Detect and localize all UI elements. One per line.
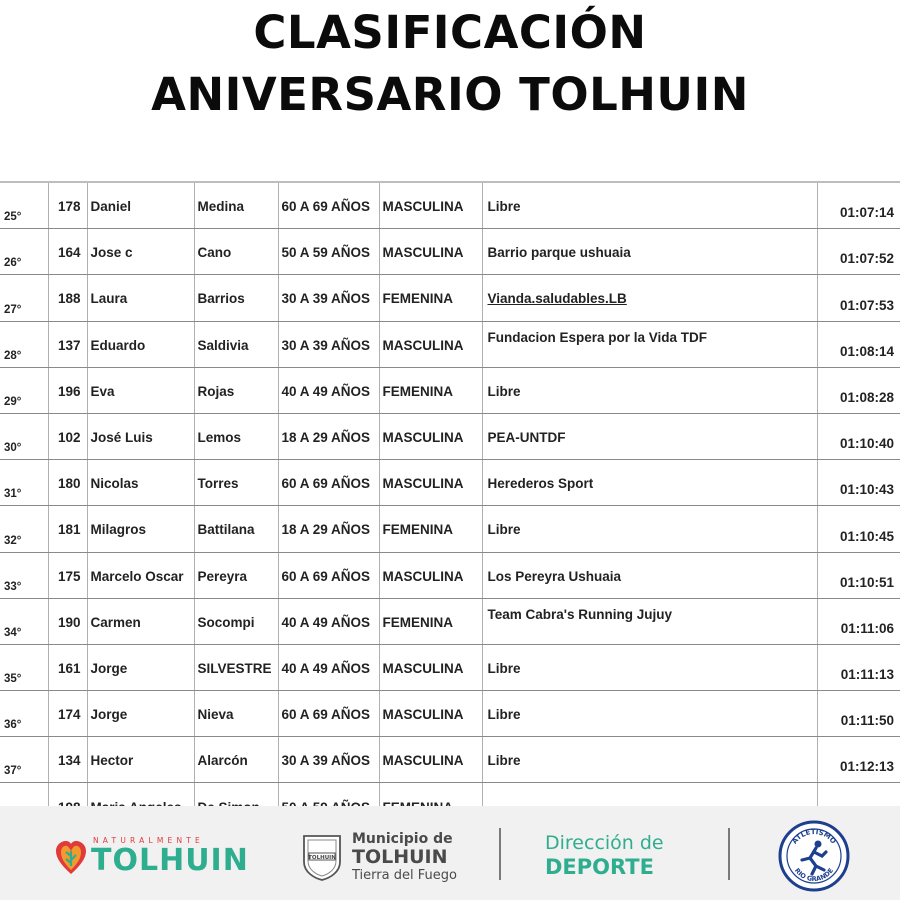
time-cell bbox=[817, 644, 900, 690]
last-name-cell bbox=[194, 413, 278, 459]
bib-number-cell bbox=[48, 552, 87, 598]
footer-divider bbox=[728, 828, 730, 880]
time-text: 01:10:51 bbox=[839, 574, 894, 590]
last-name-text: SILVESTRE bbox=[197, 660, 272, 676]
category-text: FEMENINA bbox=[382, 522, 453, 538]
municipio-line1: Municipio de bbox=[352, 831, 453, 847]
time-cell bbox=[817, 506, 900, 552]
first-name-cell bbox=[87, 506, 194, 552]
age-group-cell bbox=[278, 598, 379, 644]
time-cell bbox=[817, 413, 900, 459]
first-name-cell bbox=[87, 644, 194, 690]
shield-icon bbox=[298, 832, 346, 882]
first-name-cell bbox=[87, 367, 194, 413]
age-group-cell bbox=[278, 644, 379, 690]
club-text: Libre bbox=[487, 199, 521, 215]
age-group-text: 50 A 59 AÑOS bbox=[281, 245, 371, 261]
last-name-cell bbox=[194, 367, 278, 413]
club-text: PEA-UNTDF bbox=[487, 430, 566, 446]
last-name-text: Medina bbox=[197, 199, 245, 215]
position-text: 36° bbox=[4, 719, 22, 732]
last-name-cell bbox=[194, 644, 278, 690]
deporte-line2: DEPORTE bbox=[545, 855, 654, 879]
first-name-text: Milagros bbox=[90, 522, 147, 538]
category-cell bbox=[379, 506, 482, 552]
position-text: 30° bbox=[4, 442, 22, 455]
age-group-text: 18 A 29 AÑOS bbox=[281, 430, 371, 446]
club-cell bbox=[482, 413, 817, 459]
position-cell bbox=[0, 506, 48, 552]
category-cell bbox=[379, 552, 482, 598]
bib-number-cell bbox=[48, 737, 87, 783]
last-name-text: Torres bbox=[197, 476, 239, 492]
last-name-text: Socompi bbox=[197, 614, 255, 630]
club-cell bbox=[482, 552, 817, 598]
position-cell bbox=[0, 321, 48, 367]
bib-number-text: 174 bbox=[57, 707, 81, 723]
club-text: Libre bbox=[487, 522, 521, 538]
age-group-cell bbox=[278, 552, 379, 598]
position-cell bbox=[0, 367, 48, 413]
last-name-cell bbox=[194, 598, 278, 644]
age-group-cell bbox=[278, 183, 379, 229]
bib-number-cell bbox=[48, 321, 87, 367]
first-name-text: Eduardo bbox=[90, 337, 146, 353]
bib-number-text: 180 bbox=[57, 476, 81, 492]
category-text: MASCULINA bbox=[382, 337, 464, 353]
category-text: MASCULINA bbox=[382, 430, 464, 446]
bib-number-cell bbox=[48, 644, 87, 690]
last-name-cell bbox=[194, 183, 278, 229]
category-cell bbox=[379, 183, 482, 229]
age-group-cell bbox=[278, 737, 379, 783]
category-text: MASCULINA bbox=[382, 568, 464, 584]
last-name-text: Lemos bbox=[197, 430, 242, 446]
position-cell bbox=[0, 598, 48, 644]
bib-number-cell bbox=[48, 183, 87, 229]
runner-badge-icon bbox=[778, 820, 850, 892]
club-cell bbox=[482, 183, 817, 229]
position-cell bbox=[0, 552, 48, 598]
age-group-cell bbox=[278, 367, 379, 413]
first-name-cell bbox=[87, 229, 194, 275]
bib-number-text: 102 bbox=[57, 430, 81, 446]
municipio-tolhuin-logo bbox=[298, 830, 468, 886]
club-cell bbox=[482, 229, 817, 275]
last-name-cell bbox=[194, 229, 278, 275]
age-group-text: 60 A 69 AÑOS bbox=[281, 707, 371, 723]
position-cell bbox=[0, 229, 48, 275]
table-row bbox=[0, 275, 900, 321]
position-text: 29° bbox=[4, 395, 22, 408]
category-cell bbox=[379, 367, 482, 413]
position-cell bbox=[0, 183, 48, 229]
first-name-text: Jose c bbox=[90, 245, 133, 261]
position-text: 31° bbox=[4, 488, 22, 501]
age-group-cell bbox=[278, 506, 379, 552]
last-name-cell bbox=[194, 275, 278, 321]
category-text: MASCULINA bbox=[382, 476, 464, 492]
age-group-text: 40 A 49 AÑOS bbox=[281, 614, 371, 630]
time-text: 01:07:14 bbox=[839, 205, 894, 221]
last-name-cell bbox=[194, 321, 278, 367]
time-text: 01:10:45 bbox=[839, 528, 894, 544]
category-cell bbox=[379, 691, 482, 737]
age-group-text: 30 A 39 AÑOS bbox=[281, 291, 371, 307]
club-text: Herederos Sport bbox=[487, 476, 594, 492]
age-group-text: 30 A 39 AÑOS bbox=[281, 753, 371, 769]
table-row bbox=[0, 229, 900, 275]
last-name-text: Alarcón bbox=[197, 753, 248, 769]
category-text: MASCULINA bbox=[382, 707, 464, 723]
first-name-text: José Luis bbox=[90, 430, 153, 446]
position-cell bbox=[0, 460, 48, 506]
time-cell bbox=[817, 552, 900, 598]
table-row bbox=[0, 321, 900, 367]
time-cell bbox=[817, 183, 900, 229]
first-name-text: Nicolas bbox=[90, 476, 139, 492]
bib-number-text: 196 bbox=[57, 383, 81, 399]
first-name-text: Hector bbox=[90, 753, 134, 769]
first-name-cell bbox=[87, 413, 194, 459]
deporte-line1: Dirección de bbox=[545, 832, 664, 854]
first-name-text: Jorge bbox=[90, 707, 128, 723]
category-text: MASCULINA bbox=[382, 199, 464, 215]
tolhuin-name: TOLHUIN bbox=[91, 843, 249, 878]
last-name-text: Battilana bbox=[197, 522, 255, 538]
club-cell bbox=[482, 737, 817, 783]
club-text: Libre bbox=[487, 707, 521, 723]
time-cell bbox=[817, 321, 900, 367]
last-name-cell bbox=[194, 460, 278, 506]
position-text: 37° bbox=[4, 765, 22, 778]
bib-number-text: 188 bbox=[57, 291, 81, 307]
bib-number-text: 137 bbox=[57, 337, 81, 353]
last-name-text: Pereyra bbox=[197, 568, 248, 584]
club-cell bbox=[482, 367, 817, 413]
category-cell bbox=[379, 644, 482, 690]
page-title-line2: ANIVERSARIO TOLHUIN bbox=[151, 68, 749, 121]
bib-number-cell bbox=[48, 229, 87, 275]
club-text: Libre bbox=[487, 753, 521, 769]
category-text: FEMENINA bbox=[382, 614, 453, 630]
age-group-cell bbox=[278, 229, 379, 275]
footer-divider bbox=[499, 828, 501, 880]
position-text: 32° bbox=[4, 534, 22, 547]
club-cell bbox=[482, 275, 817, 321]
first-name-text: Marcelo Oscar bbox=[90, 568, 184, 584]
municipio-line3: Tierra del Fuego bbox=[352, 868, 457, 883]
table-row bbox=[0, 413, 900, 459]
time-cell bbox=[817, 229, 900, 275]
position-cell bbox=[0, 644, 48, 690]
bib-number-text: 175 bbox=[57, 568, 81, 584]
club-cell bbox=[482, 460, 817, 506]
first-name-text: Daniel bbox=[90, 199, 132, 215]
time-cell bbox=[817, 275, 900, 321]
municipio-line2: TOLHUIN bbox=[352, 846, 448, 868]
age-group-text: 60 A 69 AÑOS bbox=[281, 568, 371, 584]
bib-number-text: 134 bbox=[57, 753, 81, 769]
age-group-cell bbox=[278, 275, 379, 321]
time-cell bbox=[817, 598, 900, 644]
bib-number-cell bbox=[48, 275, 87, 321]
bib-number-cell bbox=[48, 367, 87, 413]
svg-text:TOLHUIN: TOLHUIN bbox=[308, 855, 336, 861]
table-row bbox=[0, 737, 900, 783]
age-group-cell bbox=[278, 321, 379, 367]
club-text: Los Pereyra Ushuaia bbox=[487, 568, 622, 584]
time-text: 01:11:13 bbox=[840, 667, 894, 683]
position-text: 34° bbox=[4, 626, 22, 639]
last-name-cell bbox=[194, 506, 278, 552]
time-cell bbox=[817, 460, 900, 506]
category-text: MASCULINA bbox=[382, 753, 464, 769]
time-text: 01:11:06 bbox=[840, 620, 894, 636]
club-cell bbox=[482, 506, 817, 552]
club-text: Libre bbox=[487, 660, 521, 676]
bib-number-cell bbox=[48, 460, 87, 506]
last-name-text: Cano bbox=[197, 245, 232, 261]
results-table bbox=[0, 181, 900, 830]
last-name-cell bbox=[194, 691, 278, 737]
club-cell bbox=[482, 644, 817, 690]
category-cell bbox=[379, 598, 482, 644]
age-group-text: 60 A 69 AÑOS bbox=[281, 199, 371, 215]
first-name-cell bbox=[87, 275, 194, 321]
club-cell bbox=[482, 321, 817, 367]
table-row bbox=[0, 460, 900, 506]
first-name-cell bbox=[87, 737, 194, 783]
first-name-cell bbox=[87, 691, 194, 737]
time-cell bbox=[817, 737, 900, 783]
last-name-text: Nieva bbox=[197, 707, 234, 723]
time-text: 01:10:40 bbox=[839, 436, 894, 452]
category-text: MASCULINA bbox=[382, 245, 464, 261]
bib-number-text: 178 bbox=[57, 199, 81, 215]
category-cell bbox=[379, 321, 482, 367]
time-text: 01:11:50 bbox=[840, 713, 894, 729]
club-text: Barrio parque ushuaia bbox=[487, 245, 631, 261]
category-text: FEMENINA bbox=[382, 291, 453, 307]
bib-number-cell bbox=[48, 413, 87, 459]
category-cell bbox=[379, 413, 482, 459]
direccion-deporte-logo bbox=[545, 832, 705, 882]
club-text: Vianda.saludables.LB bbox=[487, 291, 627, 307]
category-cell bbox=[379, 460, 482, 506]
svg-text:RIO GRANDE: RIO GRANDE bbox=[792, 866, 836, 884]
time-text: 01:07:53 bbox=[839, 297, 894, 313]
svg-text:ATLETISMO: ATLETISMO bbox=[790, 827, 838, 846]
age-group-text: 60 A 69 AÑOS bbox=[281, 476, 371, 492]
first-name-cell bbox=[87, 552, 194, 598]
atletismo-rio-grande-logo bbox=[778, 820, 850, 892]
time-cell bbox=[817, 691, 900, 737]
table-row bbox=[0, 367, 900, 413]
time-text: 01:12:13 bbox=[839, 759, 894, 775]
bib-number-text: 161 bbox=[57, 660, 81, 676]
table-row bbox=[0, 506, 900, 552]
time-text: 01:10:43 bbox=[839, 482, 894, 498]
naturalmente-tolhuin-logo bbox=[55, 834, 265, 878]
bib-number-cell bbox=[48, 598, 87, 644]
last-name-text: Saldivia bbox=[197, 337, 249, 353]
club-cell bbox=[482, 598, 817, 644]
first-name-text: Jorge bbox=[90, 660, 128, 676]
age-group-text: 30 A 39 AÑOS bbox=[281, 337, 371, 353]
page-title-line1: CLASIFICACIÓN bbox=[253, 6, 647, 59]
table-row bbox=[0, 691, 900, 737]
club-text: Libre bbox=[487, 383, 521, 399]
bib-number-text: 181 bbox=[57, 522, 81, 538]
position-cell bbox=[0, 275, 48, 321]
table-row bbox=[0, 598, 900, 644]
position-cell bbox=[0, 691, 48, 737]
age-group-cell bbox=[278, 460, 379, 506]
table-row bbox=[0, 644, 900, 690]
first-name-cell bbox=[87, 598, 194, 644]
bib-number-text: 190 bbox=[57, 614, 81, 630]
bib-number-cell bbox=[48, 506, 87, 552]
position-text: 35° bbox=[4, 673, 22, 686]
tolhuin-tagline: NATURALMENTE bbox=[93, 836, 204, 845]
age-group-text: 18 A 29 AÑOS bbox=[281, 522, 371, 538]
table-row bbox=[0, 552, 900, 598]
table-row bbox=[0, 183, 900, 229]
heart-icon bbox=[55, 838, 87, 878]
position-cell bbox=[0, 737, 48, 783]
position-cell bbox=[0, 413, 48, 459]
position-text: 33° bbox=[4, 580, 22, 593]
age-group-cell bbox=[278, 413, 379, 459]
club-text: Team Cabra's Running Jujuy bbox=[487, 606, 672, 622]
time-text: 01:08:28 bbox=[839, 389, 894, 405]
bib-number-cell bbox=[48, 691, 87, 737]
first-name-text: Carmen bbox=[90, 614, 141, 630]
age-group-text: 40 A 49 AÑOS bbox=[281, 383, 371, 399]
age-group-text: 40 A 49 AÑOS bbox=[281, 660, 371, 676]
category-cell bbox=[379, 229, 482, 275]
club-text: Fundacion Espera por la Vida TDF bbox=[487, 329, 708, 345]
last-name-text: Barrios bbox=[197, 291, 245, 307]
position-text: 26° bbox=[4, 257, 22, 270]
first-name-cell bbox=[87, 321, 194, 367]
club-cell bbox=[482, 691, 817, 737]
position-text: 27° bbox=[4, 303, 22, 316]
last-name-cell bbox=[194, 737, 278, 783]
first-name-cell bbox=[87, 460, 194, 506]
footer-logos bbox=[0, 806, 900, 900]
category-cell bbox=[379, 737, 482, 783]
last-name-cell bbox=[194, 552, 278, 598]
first-name-cell bbox=[87, 183, 194, 229]
bib-number-text: 164 bbox=[57, 245, 81, 261]
last-name-text: Rojas bbox=[197, 383, 235, 399]
first-name-text: Eva bbox=[90, 383, 115, 399]
first-name-text: Laura bbox=[90, 291, 128, 307]
age-group-cell bbox=[278, 691, 379, 737]
category-cell bbox=[379, 275, 482, 321]
position-text: 28° bbox=[4, 349, 22, 362]
time-cell bbox=[817, 367, 900, 413]
category-text: MASCULINA bbox=[382, 660, 464, 676]
category-text: FEMENINA bbox=[382, 383, 453, 399]
time-text: 01:08:14 bbox=[839, 343, 894, 359]
time-text: 01:07:52 bbox=[839, 251, 894, 267]
position-text: 25° bbox=[4, 211, 22, 224]
